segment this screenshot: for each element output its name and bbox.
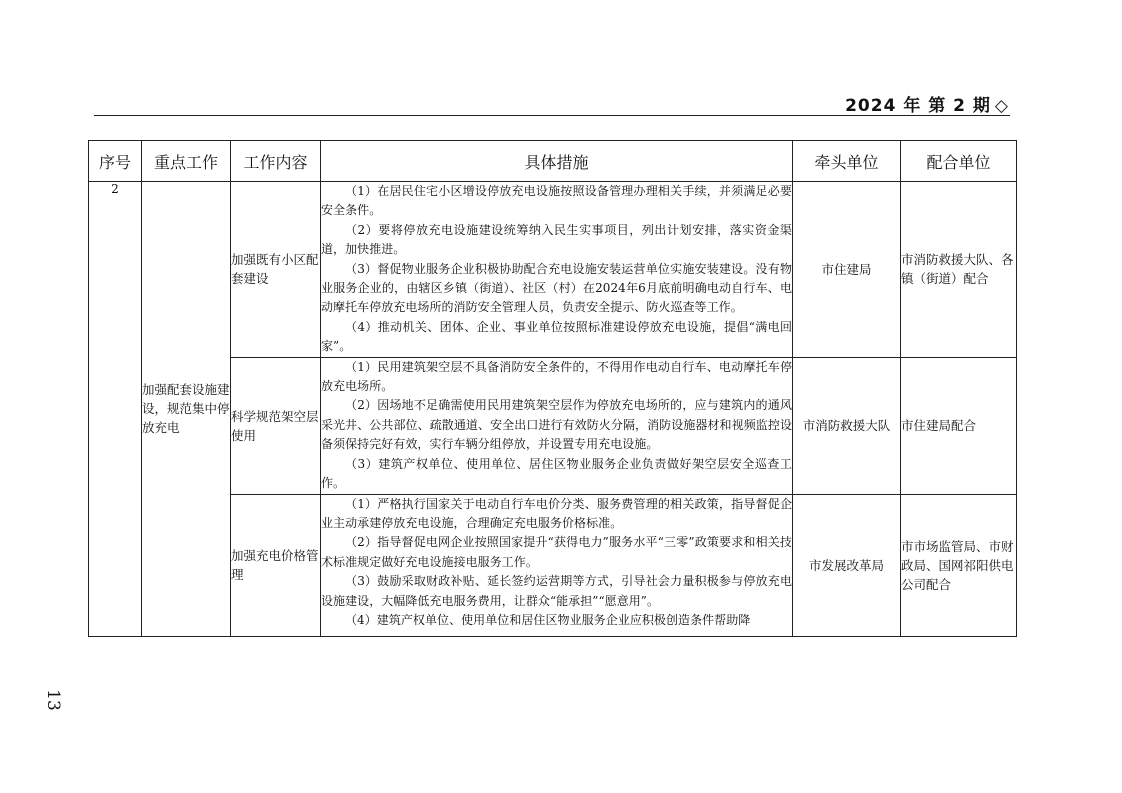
measures-cell — [321, 182, 793, 358]
lead-unit-cell: 市住建局 — [793, 182, 901, 358]
measure-item: （3）鼓励采取财政补贴、延长签约运营期等方式，引导社会力量积极参与停放充电设施建设，大幅降低充电服务费用，让群众“能承担”“愿意用”。 — [321, 574, 792, 608]
table-header-row — [89, 141, 1017, 182]
measure-item: （4）建筑产权单位、使用单位和居住区物业服务企业应积极创造条件帮助降 — [345, 612, 751, 627]
coop-unit-cell: 市市场监管局、市财政局、国网祁阳供电公司配合 — [901, 494, 1017, 636]
measure-item: （1）严格执行国家关于电动自行车电价分类、服务费管理的相关政策，指导督促企业主动承建停放充电设施，合理确定充电服务价格标准。 — [321, 496, 792, 530]
measures-cell — [321, 494, 793, 636]
header-rule — [94, 115, 1010, 116]
issue-label: 2024 年 第 2 期 — [845, 96, 991, 116]
measures-clip — [321, 495, 792, 636]
coop-unit-cell: 市住建局配合 — [901, 357, 1017, 494]
table-row — [89, 182, 1017, 358]
measure-item: （3）建筑产权单位、使用单位、居住区物业服务企业负责做好架空层安全巡查工作。 — [321, 456, 792, 491]
col-header-coop-unit: 配合单位 — [901, 141, 1017, 182]
measure-item: （1）在居民住宅小区增设停放充电设施按照设备管理办理相关手续，并须满足必要安全条件。 — [321, 184, 792, 218]
col-header-index: 序号 — [89, 141, 142, 182]
work-content-cell: 加强既有小区配套建设 — [231, 182, 321, 358]
measure-item: （2）因场地不足确需使用民用建筑架空层作为停放充电场所的，应与建筑内的通风采光井、公共部位、疏散通道、安全出口进行有效防火分隔，消防设施器材和视频监控设备须保持完好有效，实行车辆分组停放，并设置专用充电设施。 — [321, 398, 792, 452]
lead-unit-cell: 市发展改革局 — [793, 494, 901, 636]
key-work-cell: 加强配套设施建设，规范集中停放充电 — [142, 182, 231, 637]
work-content-cell: 加强充电价格管理 — [231, 494, 321, 636]
measure-item: （4）推动机关、团体、企业、事业单位按照标准建设停放充电设施，提倡“满电回家”。 — [321, 319, 792, 354]
work-content-cell: 科学规范架空层使用 — [231, 357, 321, 494]
col-header-work-content: 工作内容 — [231, 141, 321, 182]
measures-cell — [321, 357, 793, 494]
page-number: 13 — [42, 689, 63, 711]
measure-item: （2）要将停放充电设施建设统筹纳入民生实事项目，列出计划安排，落实资金渠道，加快推进。 — [321, 222, 792, 257]
issue-header — [845, 91, 1009, 116]
measure-item: （2）指导督促电网企业按照国家提升“获得电力”服务水平“三零”政策要求和相关技术标准规定做好充电设施接电服务工作。 — [321, 535, 792, 569]
col-header-measures: 具体措施 — [321, 141, 793, 182]
row-index: 2 — [89, 182, 142, 637]
measures-table — [88, 140, 1017, 637]
coop-unit-cell: 市消防救援大队、各镇（街道）配合 — [901, 182, 1017, 358]
col-header-lead-unit: 牵头单位 — [793, 141, 901, 182]
measure-item: （3）督促物业服务企业积极协助配合充电设施安装运营单位实施安装建设。没有物业服务企业的，由辖区乡镇（街道）、社区（村）在2024年6月底前明确电动自行车、电动摩托车停放充电场所的消防安全管理人员，负责安全提示、防火巡查等工作。 — [321, 261, 792, 315]
measure-item: （1）民用建筑架空层不具备消防安全条件的，不得用作电动自行车、电动摩托车停放充电场所。 — [321, 359, 792, 394]
diamond-icon: ◇ — [994, 96, 1009, 116]
lead-unit-cell: 市消防救援大队 — [793, 357, 901, 494]
col-header-key-work: 重点工作 — [142, 141, 231, 182]
